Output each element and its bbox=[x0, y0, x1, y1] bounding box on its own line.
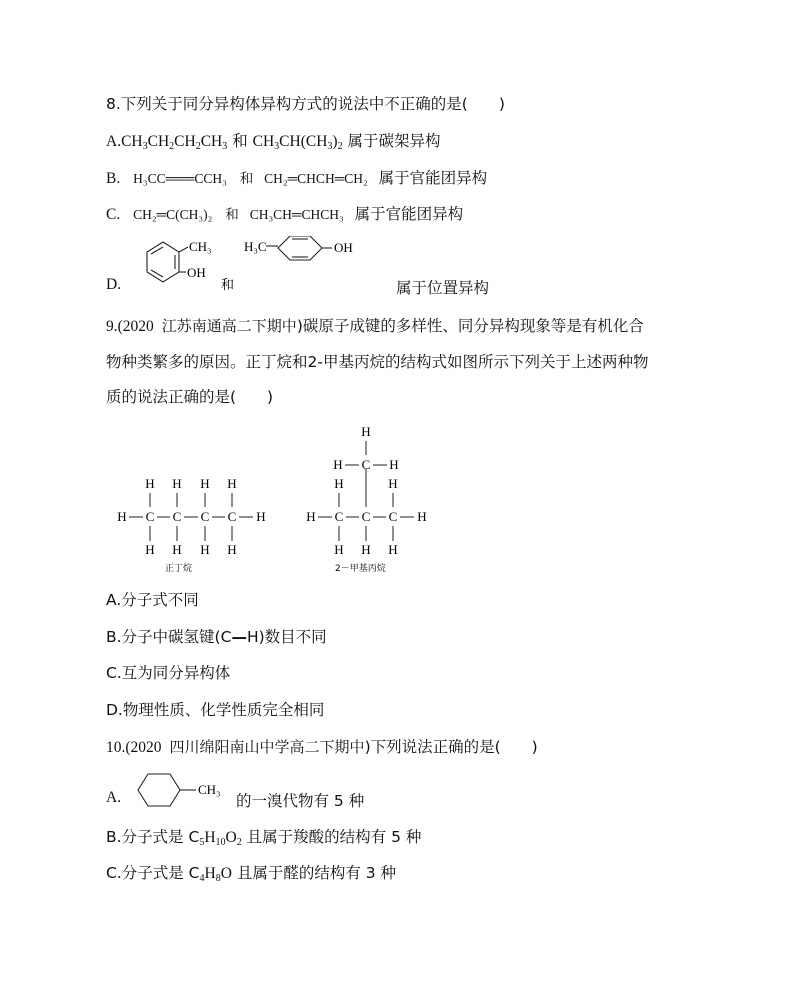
isobutane-structure bbox=[306, 424, 426, 557]
q8-d-oh: OH bbox=[187, 265, 206, 280]
caption-isobutane: 2－甲基丙烷 bbox=[335, 564, 386, 574]
q8-option-c: C. CH₂═C(CH₃)₂ 和 CH₃CH═CHCH₃ 属于官能团异构 bbox=[106, 205, 464, 223]
atom-h: H bbox=[200, 476, 210, 491]
q10-a-tail: 的一溴代物有 5 种 bbox=[236, 792, 365, 810]
methylcyclohexane-structure bbox=[126, 770, 236, 810]
atom-h: H bbox=[172, 542, 182, 557]
o-cresol-ring bbox=[147, 242, 188, 282]
q8-d-label: D. bbox=[106, 276, 122, 293]
q8-d-structures bbox=[120, 236, 420, 300]
atom-h: H bbox=[227, 476, 237, 491]
q9-stem-line3: 质的说法正确的是( ) bbox=[106, 388, 274, 406]
q10-a-ch3: CH₃ bbox=[198, 782, 221, 797]
q8-d-oh2: OH bbox=[334, 240, 353, 255]
q8-b-formula-2: CH₂═CHCH═CH₂ bbox=[264, 171, 368, 186]
q8-stem: 8.下列关于同分异构体异构方式的说法中不正确的是( ) bbox=[106, 95, 505, 113]
q8-d-tail: 属于位置异构 bbox=[396, 279, 490, 297]
q10-source: 四川绵阳南山中学高二下期中 bbox=[169, 738, 365, 756]
caption-n-butane: 正丁烷 bbox=[165, 564, 193, 574]
q8-option-a: $A.CH_3CH_2CH_2CH_3$ 和 $CH_3CH(CH_3)_2$ 属于碳架异构 bbox=[106, 132, 441, 152]
q8-a-formula-2: $CH_3CH(CH_3)_2$ bbox=[252, 133, 343, 152]
atom-h: H bbox=[417, 509, 427, 524]
q9-stem-line1: 9.(2020 江苏南通高二下期中)碳原子成键的多样性、同分异构现象等是有机化合 bbox=[106, 317, 644, 335]
atom-h: H bbox=[361, 542, 371, 557]
atom-h: H bbox=[388, 476, 398, 491]
q9-option-d: D.物理性质、化学性质完全相同 bbox=[106, 701, 325, 719]
q8-option-b: B. H₃CC═══CCH₃ 和 CH₂═CHCH═CH₂ 属于官能团异构 bbox=[106, 169, 488, 187]
q8-d-ch3: CH₃ bbox=[189, 239, 212, 254]
q10-option-b: B.分子式是 $C_5H_{10}O_2$ 且属于羧酸的结构有 5 种 bbox=[106, 828, 422, 848]
atom-h: H bbox=[388, 542, 398, 557]
q10-stem: 10.(2020 四川绵阳南山中学高二下期中)下列说法正确的是( ) bbox=[106, 738, 538, 756]
q8-d-h3c: H₃C bbox=[244, 239, 267, 254]
atom-h: H bbox=[333, 457, 343, 472]
atom-c: C bbox=[227, 509, 237, 524]
atom-h: H bbox=[227, 542, 237, 557]
atom-c: C bbox=[200, 509, 210, 524]
q9-option-b: B.分子中碳氢键(C—H)数目不同 bbox=[106, 628, 327, 646]
q9-option-c: C.互为同分异构体 bbox=[106, 664, 231, 682]
q9-structure-figure bbox=[110, 420, 440, 578]
p-cresol-ring bbox=[266, 236, 332, 260]
atom-h: H bbox=[334, 476, 344, 491]
n-butane-structure bbox=[117, 476, 265, 557]
q10-option-c: C.分子式是 $C_4H_8O$ 且属于醛的结构有 3 种 bbox=[106, 864, 397, 884]
atom-h: H bbox=[306, 509, 316, 524]
atom-c: C bbox=[334, 509, 344, 524]
atom-h: H bbox=[117, 509, 127, 524]
atom-c: C bbox=[361, 509, 371, 524]
q10-a-label: A. bbox=[106, 789, 122, 806]
q8-a-formula-1: $CH_3CH_2CH_2CH_3$ bbox=[121, 133, 228, 152]
q8-c-formula-2: CH₃CH═CHCH₃ bbox=[249, 207, 344, 222]
q9-stem-line2: 物种类繁多的原因。正丁烷和2-甲基丙烷的结构式如图所示下列关于上述两种物 bbox=[106, 353, 649, 371]
atom-c: C bbox=[361, 457, 371, 472]
q8-c-formula-1: CH₂═C(CH₃)₂ bbox=[133, 207, 213, 222]
q9-option-a: A.分子式不同 bbox=[106, 591, 199, 609]
atom-c: C bbox=[172, 509, 182, 524]
q8-d-and: 和 bbox=[221, 278, 235, 293]
atom-h: H bbox=[389, 457, 399, 472]
atom-c: C bbox=[388, 509, 398, 524]
atom-h: H bbox=[172, 476, 182, 491]
q9-source: 江苏南通高二下期中 bbox=[161, 317, 297, 335]
atom-h: H bbox=[361, 424, 371, 439]
q8-b-formula-1: H₃CC═══CCH₃ bbox=[133, 171, 227, 186]
atom-h: H bbox=[145, 542, 155, 557]
atom-h: H bbox=[200, 542, 210, 557]
atom-h: H bbox=[334, 542, 344, 557]
atom-c: C bbox=[145, 509, 155, 524]
atom-h: H bbox=[256, 509, 266, 524]
atom-h: H bbox=[145, 476, 155, 491]
